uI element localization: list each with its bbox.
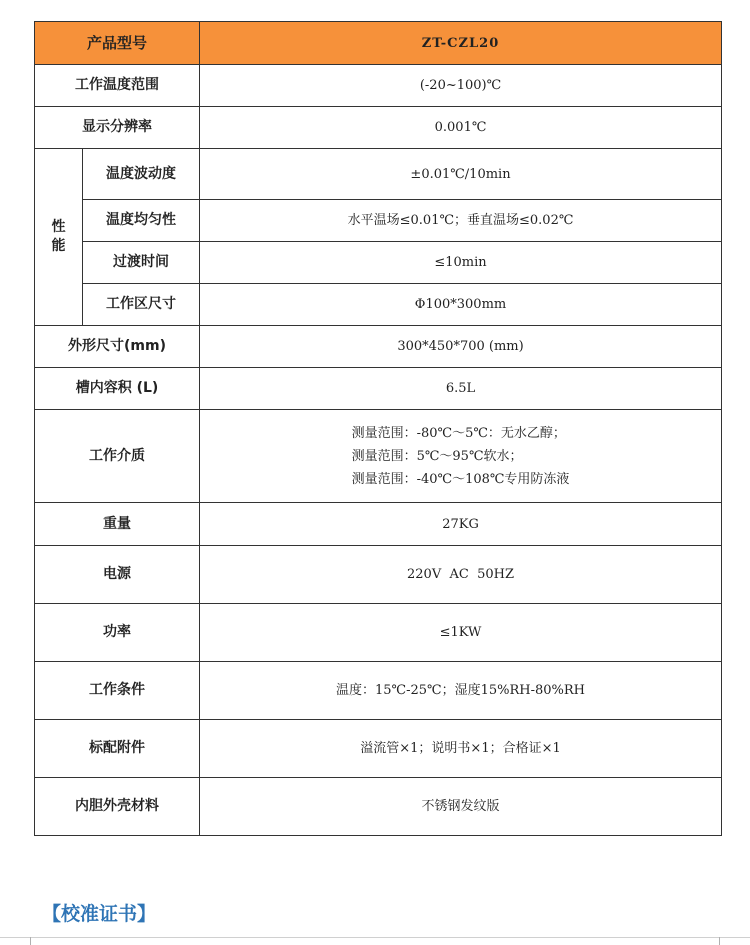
row-value: ±0.01℃/10min	[200, 149, 722, 200]
table-row	[35, 284, 722, 326]
table-row	[35, 604, 722, 662]
table-header-row	[35, 22, 722, 65]
row-label: 外形尺寸(mm)	[35, 326, 200, 368]
medium-lines	[352, 422, 570, 491]
row-value	[200, 410, 722, 503]
row-value: 水平温场≤0.01℃；垂直温场≤0.02℃	[200, 200, 722, 242]
row-label: 显示分辨率	[35, 107, 200, 149]
row-label: 工作介质	[35, 410, 200, 503]
row-value: 220V AC 50HZ	[200, 546, 722, 604]
row-label: 重量	[35, 503, 200, 546]
row-value: 27KG	[200, 503, 722, 546]
row-label: 温度均匀性	[83, 200, 200, 242]
row-value: (-20~100)℃	[200, 65, 722, 107]
row-label: 温度波动度	[83, 149, 200, 200]
table-row	[35, 65, 722, 107]
medium-line: 测量范围：5℃～95℃软水；	[351, 448, 523, 464]
row-value: 温度：15℃-25℃；湿度15%RH-80%RH	[200, 662, 722, 720]
medium-line: 测量范围：-80℃～5℃：无水乙醇；	[351, 425, 566, 441]
row-label: 功率	[35, 604, 200, 662]
table-row	[35, 410, 722, 503]
table-row	[35, 326, 722, 368]
table-row	[35, 546, 722, 604]
medium-line: 测量范围：-40℃～108℃专用防冻液	[351, 471, 570, 487]
row-value: ≤1KW	[200, 604, 722, 662]
table-row	[35, 242, 722, 284]
row-label: 工作区尺寸	[83, 284, 200, 326]
row-label: 电源	[35, 546, 200, 604]
table-row	[35, 200, 722, 242]
row-value: ≤10min	[200, 242, 722, 284]
row-value: 不锈钢发纹版	[200, 778, 722, 836]
row-label: 槽内容积 (L)	[35, 368, 200, 410]
table-row	[35, 368, 722, 410]
table-row	[35, 662, 722, 720]
table-row	[35, 503, 722, 546]
row-value: 300*450*700 (mm)	[200, 326, 722, 368]
header-value: ZT-CZL20	[200, 22, 722, 65]
row-label: 内胆外壳材料	[35, 778, 200, 836]
spec-table	[34, 21, 722, 836]
performance-group-label: 性 能	[35, 149, 83, 326]
row-label: 标配附件	[35, 720, 200, 778]
header-label: 产品型号	[35, 22, 200, 65]
row-value: 6.5L	[200, 368, 722, 410]
section-title: 【校准证书】	[42, 903, 157, 925]
row-value: 0.001℃	[200, 107, 722, 149]
table-row	[35, 778, 722, 836]
table-row	[35, 720, 722, 778]
row-label: 工作条件	[35, 662, 200, 720]
table-row	[35, 149, 722, 200]
row-label: 过渡时间	[83, 242, 200, 284]
row-label: 工作温度范围	[35, 65, 200, 107]
bottom-divider	[0, 937, 750, 938]
row-value: Φ100*300mm	[200, 284, 722, 326]
row-value: 溢流管×1；说明书×1；合格证×1	[200, 720, 722, 778]
table-row	[35, 107, 722, 149]
